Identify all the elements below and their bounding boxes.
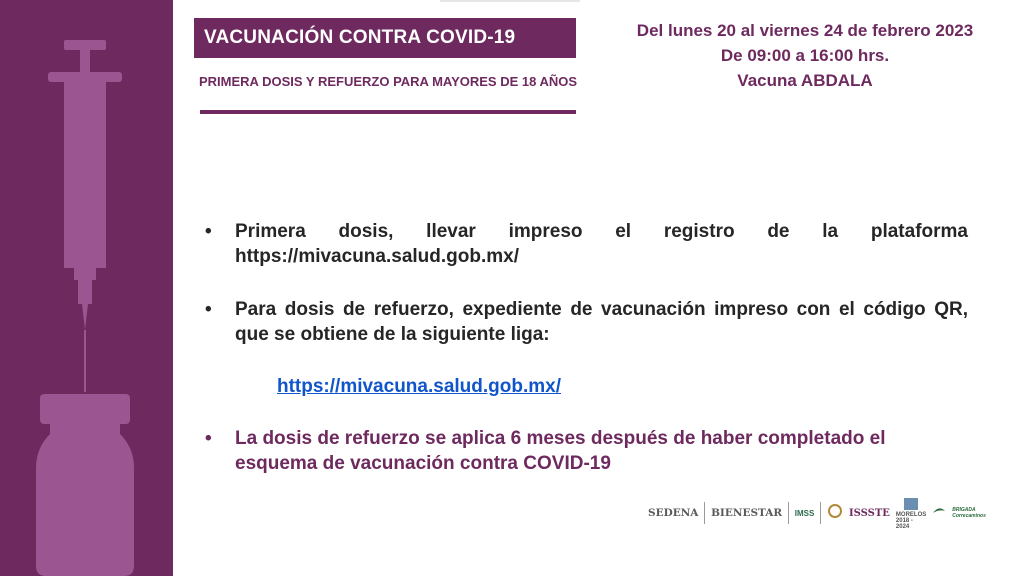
bienestar-logo: BIENESTAR <box>711 507 783 519</box>
morelos-label: MORELOS <box>895 512 927 518</box>
list-item <box>200 297 968 347</box>
page-title: VACUNACIÓN CONTRA COVID-19 <box>194 18 576 58</box>
schedule-hours: De 09:00 a 16:00 hrs. <box>720 46 890 65</box>
brigada-emblem-icon <box>932 504 946 522</box>
institution-logos <box>648 495 988 531</box>
instructions-list <box>200 219 968 476</box>
logo-divider <box>820 502 821 524</box>
morelos-emblem-icon <box>902 496 920 512</box>
issste-emblem-icon <box>827 503 843 524</box>
schedule-info <box>610 18 1000 93</box>
morelos-years: 2018 - 2024 <box>895 518 913 530</box>
list-item <box>200 426 968 476</box>
mivacuna-link[interactable]: https://mivacuna.salud.gob.mx/ <box>277 376 561 397</box>
top-decorative-line <box>440 0 580 2</box>
bullet-text: Para dosis de refuerzo, expediente de vacunación impreso con el código QR, que se obtiene de la siguiente liga: <box>235 299 968 345</box>
imss-logo: IMSS <box>794 508 815 518</box>
bullet-mark: • <box>205 221 212 242</box>
link-row <box>200 374 968 399</box>
logo-divider <box>788 502 789 524</box>
logo-divider <box>704 502 705 524</box>
morelos-logo <box>896 496 926 530</box>
brigada-logo: BRIGADA Correcaminos <box>952 507 986 519</box>
sedena-logo: SEDENA <box>648 507 699 519</box>
title-divider <box>200 110 576 114</box>
page-subtitle: PRIMERA DOSIS Y REFUERZO PARA MAYORES DE 18 AÑOS <box>199 74 578 89</box>
sidebar-panel <box>0 0 173 576</box>
syringe-vial-icon <box>0 0 173 576</box>
issste-logo: ISSSTE <box>848 507 890 519</box>
bullet-text: La dosis de refuerzo se aplica 6 meses después de haber completado el esquema de vacunación contra COVID-19 <box>235 428 886 474</box>
bullet-text: Primera dosis, llevar impreso el registro de la plataforma https://mivacuna.salud.gob.mx/ <box>235 221 968 267</box>
bullet-mark: • <box>205 299 212 320</box>
schedule-dates: Del lunes 20 al viernes 24 de febrero 2023 <box>636 21 974 40</box>
schedule-vaccine: Vacuna ABDALA <box>737 71 873 90</box>
list-item <box>200 219 968 269</box>
bullet-mark: • <box>205 428 212 449</box>
